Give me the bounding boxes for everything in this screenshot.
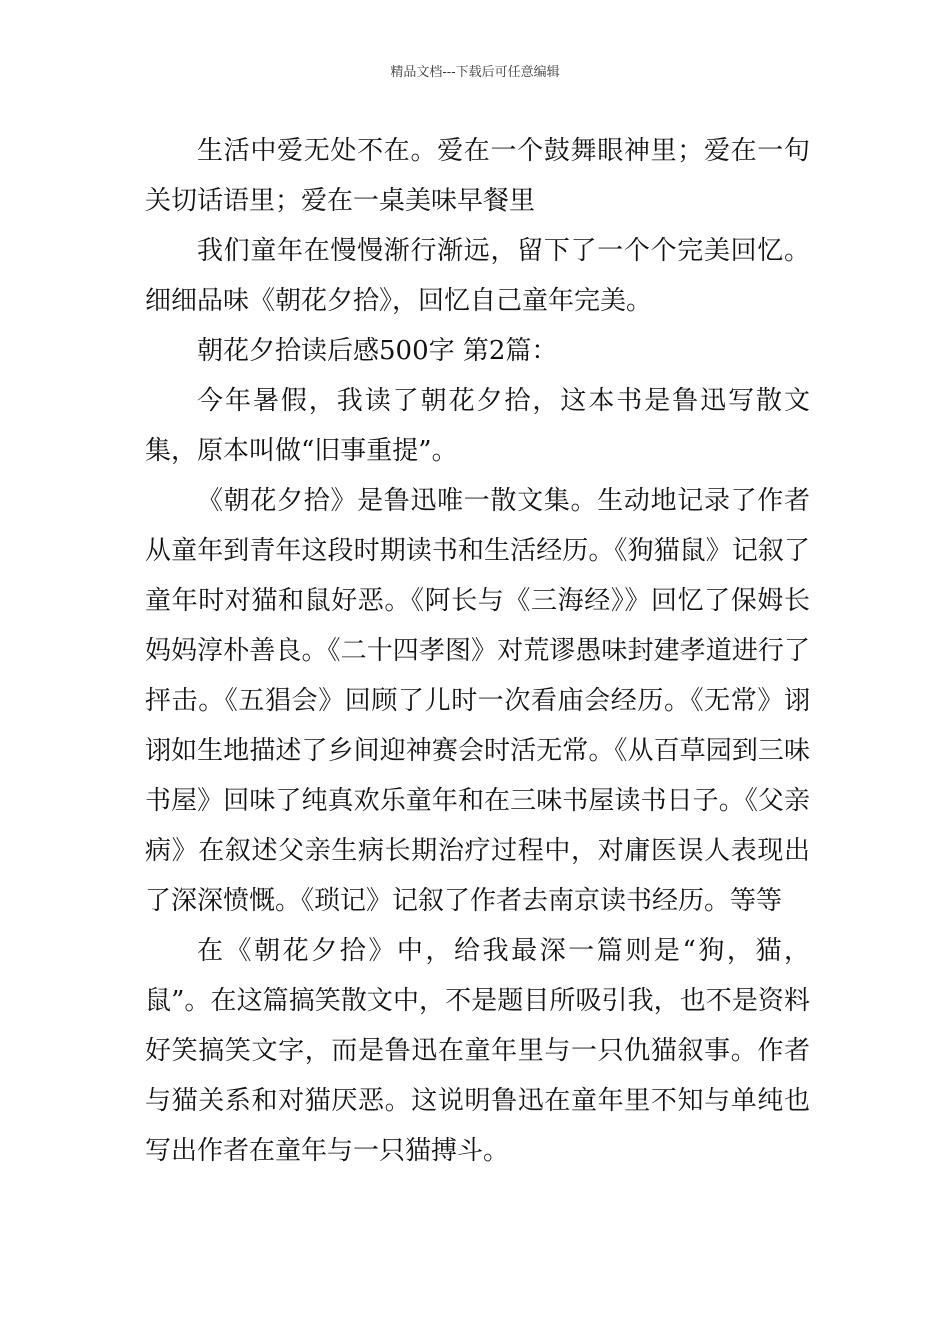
paragraph-1: 生活中爱无处不在。爱在一个鼓舞眼神里；爱在一句关切话语里；爱在一桌美味早餐里 bbox=[145, 136, 810, 216]
paragraph-4: 《朝花夕拾》是鲁迅唯一散文集。生动地记录了作者从童年到青年这段时期读书和生活经历。《狗猫鼠》记叙了童年时对猫和鼠好恶。《阿长与《三海经》》回忆了保姆长妈妈淳朴善良。《二十四孝图》对荒谬愚味封建孝道进行了抨击。《五猖会》回顾了儿时一次看庙会经历。《无常》诩诩如生地描述了乡间迎神赛会时活无常。《从百草园到三味书屋》回味了纯真欢乐童年和在三味书屋读书日子。《父亲病》在叙述父亲生病长期治疗过程中，对庸医误人表现出了深深愤慨。《琐记》记叙了作者去南京读书经历。等等 bbox=[145, 486, 810, 916]
paragraph-2: 我们童年在慢慢渐行渐远，留下了一个个完美回忆。细细品味《朝花夕拾》，回忆自己童年完美。 bbox=[145, 236, 810, 316]
paragraph-5: 在《朝花夕拾》中，给我最深一篇则是“狗，猫，鼠”。在这篇搞笑散文中，不是题目所吸引我，也不是资料好笑搞笑文字，而是鲁迅在童年里与一只仇猫叙事。作者与猫关系和对猫厌恶。这说明鲁迅在童年里不知与单纯也写出作者在童年与一只猫搏斗。 bbox=[145, 936, 810, 1166]
document-body bbox=[145, 126, 810, 1176]
paragraph-3: 今年暑假，我读了朝花夕拾，这本书是鲁迅写散文集，原本叫做“旧事重提”。 bbox=[145, 386, 810, 466]
page-header: 精品文档---下载后可任意编辑 bbox=[390, 65, 560, 80]
section-heading: 朝花夕拾读后感500字 第2篇： bbox=[197, 336, 558, 366]
